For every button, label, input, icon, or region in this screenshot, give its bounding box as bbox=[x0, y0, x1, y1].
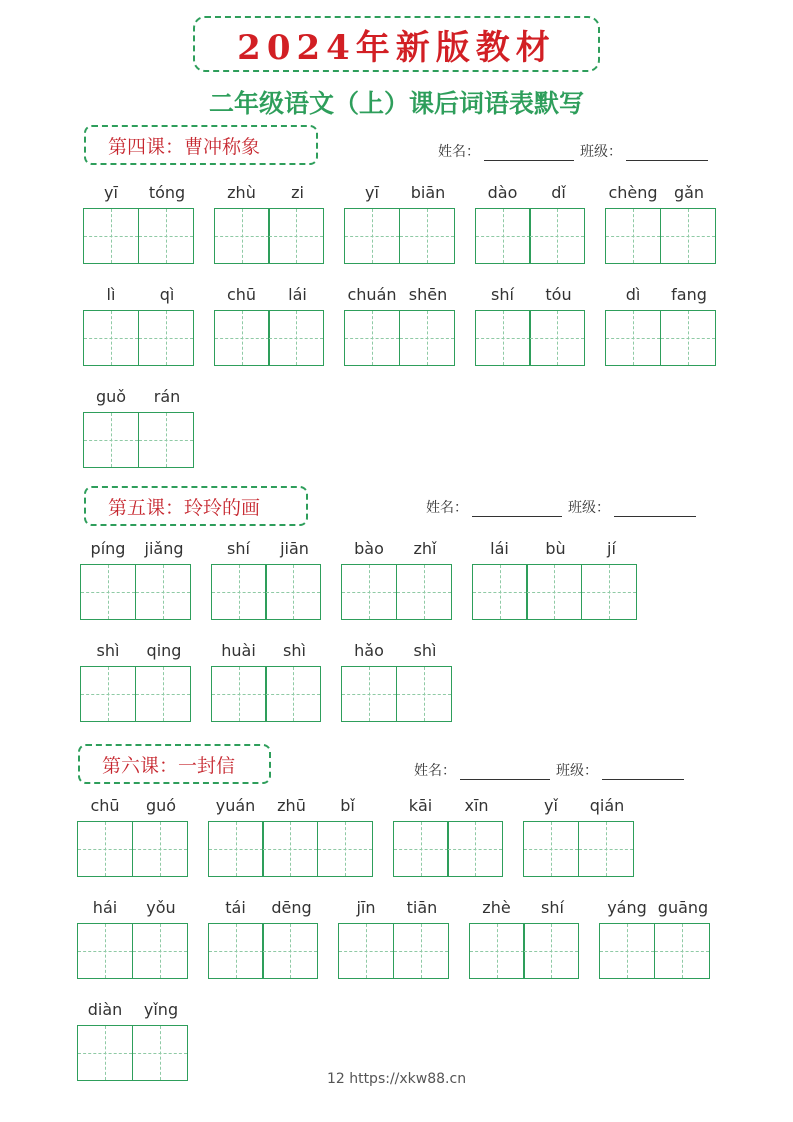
word-item bbox=[77, 895, 189, 979]
pinyin: zhū bbox=[277, 796, 306, 815]
pinyin-row bbox=[211, 638, 323, 664]
pinyin: jiǎng bbox=[144, 539, 184, 558]
tianzi-grid-cell[interactable] bbox=[341, 564, 397, 620]
writing-boxes bbox=[80, 564, 192, 620]
word-item bbox=[211, 536, 323, 620]
word-item bbox=[77, 793, 189, 877]
pinyin-row bbox=[77, 895, 189, 921]
word-item bbox=[338, 895, 450, 979]
pinyin: chuán bbox=[347, 285, 397, 304]
pinyin: shí bbox=[227, 539, 250, 558]
class-blank[interactable] bbox=[626, 146, 708, 161]
pinyin: yáng bbox=[607, 898, 647, 917]
tianzi-grid-cell[interactable] bbox=[399, 208, 455, 264]
tianzi-grid-cell[interactable] bbox=[475, 208, 531, 264]
pinyin: zhù bbox=[227, 183, 256, 202]
pinyin: guó bbox=[145, 796, 177, 815]
writing-boxes bbox=[341, 666, 453, 722]
pinyin: chū bbox=[226, 285, 257, 304]
writing-boxes bbox=[80, 666, 192, 722]
pinyin: shì bbox=[96, 641, 120, 660]
word-item bbox=[214, 282, 326, 366]
word-item bbox=[214, 180, 326, 264]
word-item bbox=[208, 793, 376, 877]
pinyin-row bbox=[338, 895, 450, 921]
pinyin: dì bbox=[625, 285, 641, 304]
name-label: 姓名： bbox=[426, 500, 468, 516]
pinyin: shì bbox=[413, 641, 437, 660]
tianzi-grid-cell[interactable] bbox=[132, 821, 188, 877]
name-label: 姓名： bbox=[438, 144, 480, 160]
writing-boxes bbox=[523, 821, 635, 877]
pinyin: yǒu bbox=[146, 898, 176, 917]
tianzi-grid-cell[interactable] bbox=[268, 208, 324, 264]
class-blank[interactable] bbox=[614, 502, 696, 517]
pinyin-row bbox=[214, 180, 326, 206]
pinyin: qián bbox=[589, 796, 625, 815]
pinyin-row bbox=[344, 180, 456, 206]
tianzi-grid-cell[interactable] bbox=[399, 310, 455, 366]
pinyin: guāng bbox=[657, 898, 709, 917]
pinyin-row bbox=[472, 536, 640, 562]
writing-boxes bbox=[214, 208, 326, 264]
pinyin: lái bbox=[490, 539, 509, 558]
pinyin: zhǐ bbox=[413, 539, 437, 558]
tianzi-grid-cell[interactable] bbox=[208, 821, 264, 877]
pinyin-row bbox=[83, 384, 195, 410]
pinyin-row bbox=[475, 180, 587, 206]
tianzi-grid-cell[interactable] bbox=[344, 208, 400, 264]
tianzi-grid-cell[interactable] bbox=[77, 821, 133, 877]
writing-boxes bbox=[605, 208, 717, 264]
pinyin: píng bbox=[90, 539, 126, 558]
word-item bbox=[393, 793, 505, 877]
pinyin: diàn bbox=[87, 1000, 123, 1019]
pinyin: huài bbox=[221, 641, 256, 660]
tianzi-grid-cell[interactable] bbox=[265, 666, 321, 722]
pinyin: lái bbox=[288, 285, 307, 304]
pinyin: chū bbox=[90, 796, 120, 815]
tianzi-grid-cell[interactable] bbox=[396, 666, 452, 722]
pinyin: dào bbox=[487, 183, 518, 202]
tianzi-grid-cell[interactable] bbox=[447, 821, 503, 877]
tianzi-grid-cell[interactable] bbox=[660, 310, 716, 366]
word-item bbox=[605, 180, 717, 264]
pinyin-row bbox=[208, 895, 320, 921]
writing-boxes bbox=[208, 821, 376, 877]
word-item bbox=[208, 895, 320, 979]
tianzi-grid-cell[interactable] bbox=[599, 923, 655, 979]
pinyin: hǎo bbox=[354, 641, 384, 660]
tianzi-grid-cell[interactable] bbox=[654, 923, 710, 979]
writing-boxes bbox=[599, 923, 711, 979]
pinyin: yǐng bbox=[143, 1000, 179, 1019]
pinyin-row bbox=[475, 282, 587, 308]
lesson-title: 第五课：玲玲的画 bbox=[84, 486, 308, 526]
pinyin: shì bbox=[283, 641, 306, 660]
writing-boxes bbox=[341, 564, 453, 620]
writing-boxes bbox=[338, 923, 450, 979]
pinyin: guǒ bbox=[95, 387, 127, 406]
writing-boxes bbox=[344, 208, 456, 264]
name-blank[interactable] bbox=[460, 765, 550, 780]
pinyin-row bbox=[341, 536, 453, 562]
tianzi-grid-cell[interactable] bbox=[138, 412, 194, 468]
tianzi-grid-cell[interactable] bbox=[475, 310, 531, 366]
pinyin: yī bbox=[365, 183, 379, 202]
pinyin-row bbox=[393, 793, 505, 819]
pinyin: bào bbox=[354, 539, 384, 558]
tianzi-grid-cell[interactable] bbox=[80, 564, 136, 620]
tianzi-grid-cell[interactable] bbox=[268, 310, 324, 366]
pinyin: zi bbox=[291, 183, 304, 202]
writing-boxes bbox=[344, 310, 456, 366]
tianzi-grid-cell[interactable] bbox=[393, 923, 449, 979]
tianzi-grid-cell[interactable] bbox=[317, 821, 373, 877]
pinyin-row bbox=[83, 282, 195, 308]
word-item bbox=[475, 282, 587, 366]
tianzi-grid-cell[interactable] bbox=[138, 310, 194, 366]
tianzi-grid-cell[interactable] bbox=[393, 821, 449, 877]
pinyin: dēng bbox=[271, 898, 312, 917]
pinyin: jí bbox=[607, 539, 616, 558]
writing-boxes bbox=[393, 821, 505, 877]
writing-boxes bbox=[475, 310, 587, 366]
tianzi-grid-cell[interactable] bbox=[214, 208, 270, 264]
tianzi-grid-cell[interactable] bbox=[83, 310, 139, 366]
pinyin-row bbox=[605, 282, 717, 308]
pinyin: lì bbox=[106, 285, 116, 304]
writing-boxes bbox=[211, 564, 323, 620]
tianzi-grid-cell[interactable] bbox=[211, 666, 267, 722]
word-item bbox=[523, 793, 635, 877]
pinyin: zhè bbox=[482, 898, 511, 917]
lesson-title: 第四课：曹冲称象 bbox=[84, 125, 318, 165]
pinyin-row bbox=[80, 536, 192, 562]
pinyin-row bbox=[605, 180, 717, 206]
pinyin-row bbox=[469, 895, 581, 921]
pinyin: tóu bbox=[545, 285, 572, 304]
tianzi-grid-cell[interactable] bbox=[83, 412, 139, 468]
page-footer: 12 https://xkw88.cn bbox=[326, 1071, 467, 1087]
tianzi-grid-cell[interactable] bbox=[396, 564, 452, 620]
word-item bbox=[83, 282, 195, 366]
pinyin: bù bbox=[545, 539, 566, 558]
pinyin-row bbox=[523, 793, 635, 819]
pinyin: fang bbox=[671, 285, 707, 304]
word-item bbox=[83, 180, 195, 264]
class-label: 班级： bbox=[580, 144, 622, 160]
tianzi-grid-cell[interactable] bbox=[214, 310, 270, 366]
pinyin: shí bbox=[491, 285, 514, 304]
page-title: 2024年新版教材 bbox=[237, 27, 556, 68]
word-item bbox=[77, 997, 189, 1081]
name-label: 姓名： bbox=[414, 763, 456, 779]
pinyin: chèng bbox=[608, 183, 658, 202]
tianzi-grid-cell[interactable] bbox=[83, 208, 139, 264]
student-info bbox=[414, 760, 690, 780]
pinyin: jiān bbox=[280, 539, 309, 558]
pinyin-row bbox=[211, 536, 323, 562]
writing-boxes bbox=[605, 310, 717, 366]
word-item bbox=[83, 384, 195, 468]
tianzi-grid-cell[interactable] bbox=[135, 666, 191, 722]
word-item bbox=[475, 180, 587, 264]
word-item bbox=[80, 638, 192, 722]
class-label: 班级： bbox=[568, 500, 610, 516]
tianzi-grid-cell[interactable] bbox=[138, 208, 194, 264]
pinyin-row bbox=[214, 282, 326, 308]
tianzi-grid-cell[interactable] bbox=[80, 666, 136, 722]
writing-boxes bbox=[83, 412, 195, 468]
word-item bbox=[344, 180, 456, 264]
pinyin: qing bbox=[146, 641, 182, 660]
pinyin: tái bbox=[225, 898, 246, 917]
tianzi-grid-cell[interactable] bbox=[472, 564, 528, 620]
writing-boxes bbox=[214, 310, 326, 366]
tianzi-grid-cell[interactable] bbox=[262, 923, 318, 979]
writing-boxes bbox=[83, 310, 195, 366]
student-info bbox=[438, 141, 714, 161]
pinyin-row bbox=[77, 997, 189, 1023]
pinyin: rán bbox=[153, 387, 181, 406]
pinyin: jīn bbox=[356, 898, 376, 917]
tianzi-grid-cell[interactable] bbox=[523, 923, 579, 979]
pinyin: shēn bbox=[408, 285, 448, 304]
pinyin-row bbox=[77, 793, 189, 819]
tianzi-grid-cell[interactable] bbox=[135, 564, 191, 620]
writing-boxes bbox=[77, 923, 189, 979]
title-banner bbox=[193, 16, 600, 72]
word-item bbox=[341, 638, 453, 722]
name-blank[interactable] bbox=[484, 146, 574, 161]
pinyin-row bbox=[80, 638, 192, 664]
writing-boxes bbox=[83, 208, 195, 264]
pinyin-row bbox=[344, 282, 456, 308]
tianzi-grid-cell[interactable] bbox=[338, 923, 394, 979]
pinyin: yǐ bbox=[544, 796, 558, 815]
tianzi-grid-cell[interactable] bbox=[262, 821, 318, 877]
pinyin: qì bbox=[159, 285, 175, 304]
tianzi-grid-cell[interactable] bbox=[605, 310, 661, 366]
tianzi-grid-cell[interactable] bbox=[581, 564, 637, 620]
tianzi-grid-cell[interactable] bbox=[265, 564, 321, 620]
pinyin-row bbox=[83, 180, 195, 206]
pinyin: hái bbox=[92, 898, 118, 917]
pinyin-row bbox=[599, 895, 711, 921]
tianzi-grid-cell[interactable] bbox=[132, 923, 188, 979]
tianzi-grid-cell[interactable] bbox=[469, 923, 525, 979]
page-subtitle: 二年级语文（上）课后词语表默写 bbox=[208, 89, 584, 118]
writing-boxes bbox=[77, 821, 189, 877]
word-item bbox=[472, 536, 640, 620]
pinyin: gǎn bbox=[673, 183, 705, 202]
writing-boxes bbox=[475, 208, 587, 264]
pinyin-row bbox=[208, 793, 376, 819]
name-blank[interactable] bbox=[472, 502, 562, 517]
pinyin: dǐ bbox=[551, 183, 566, 202]
lesson-title: 第六课：一封信 bbox=[78, 744, 271, 784]
tianzi-grid-cell[interactable] bbox=[344, 310, 400, 366]
tianzi-grid-cell[interactable] bbox=[605, 208, 661, 264]
word-item bbox=[211, 638, 323, 722]
class-label: 班级： bbox=[556, 763, 598, 779]
tianzi-grid-cell[interactable] bbox=[660, 208, 716, 264]
writing-boxes bbox=[472, 564, 640, 620]
tianzi-grid-cell[interactable] bbox=[578, 821, 634, 877]
writing-boxes bbox=[469, 923, 581, 979]
pinyin-row bbox=[341, 638, 453, 664]
pinyin: kāi bbox=[408, 796, 433, 815]
word-item bbox=[341, 536, 453, 620]
pinyin: shí bbox=[541, 898, 564, 917]
tianzi-grid-cell[interactable] bbox=[529, 310, 585, 366]
word-item bbox=[344, 282, 456, 366]
writing-boxes bbox=[211, 666, 323, 722]
word-item bbox=[80, 536, 192, 620]
pinyin: xīn bbox=[464, 796, 489, 815]
tianzi-grid-cell[interactable] bbox=[526, 564, 582, 620]
tianzi-grid-cell[interactable] bbox=[523, 821, 579, 877]
pinyin: yuán bbox=[215, 796, 256, 815]
tianzi-grid-cell[interactable] bbox=[208, 923, 264, 979]
tianzi-grid-cell[interactable] bbox=[529, 208, 585, 264]
pinyin: bǐ bbox=[340, 796, 355, 815]
pinyin: yī bbox=[104, 183, 118, 202]
student-info bbox=[426, 497, 702, 517]
class-blank[interactable] bbox=[602, 765, 684, 780]
tianzi-grid-cell[interactable] bbox=[341, 666, 397, 722]
pinyin: biān bbox=[410, 183, 446, 202]
pinyin: tóng bbox=[148, 183, 186, 202]
word-item bbox=[469, 895, 581, 979]
tianzi-grid-cell[interactable] bbox=[211, 564, 267, 620]
pinyin: tiān bbox=[406, 898, 438, 917]
writing-boxes bbox=[208, 923, 320, 979]
word-item bbox=[599, 895, 711, 979]
tianzi-grid-cell[interactable] bbox=[77, 923, 133, 979]
word-item bbox=[605, 282, 717, 366]
